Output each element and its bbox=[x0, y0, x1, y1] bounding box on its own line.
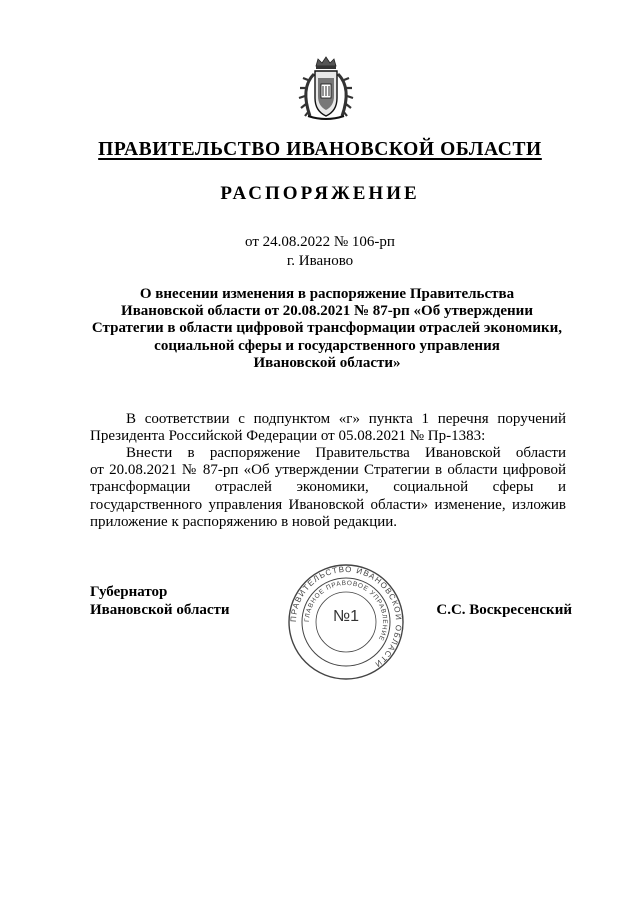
body-line: Внести в распоряжение Правительства Ивановской области bbox=[126, 445, 566, 461]
body-line: В соответствии с подпунктом «г» пункта 1 перечня поручений bbox=[126, 411, 566, 427]
subject-line: Ивановской области» bbox=[253, 354, 401, 371]
signatory-position-line: Губернатор bbox=[90, 584, 168, 600]
document-subject bbox=[88, 286, 566, 372]
body-line: государственного управления Ивановской области» изменение, изложив bbox=[90, 496, 566, 513]
document-city: г. Иваново bbox=[286, 253, 354, 269]
body-paragraph-2 bbox=[90, 445, 566, 531]
body-paragraph-1 bbox=[90, 411, 566, 445]
signatory-position-line: Ивановской области bbox=[90, 601, 230, 618]
document-date-number: от 24.08.2022 № 106-рп bbox=[245, 234, 395, 250]
body-line: трансформации отраслей экономики, социальной сферы и bbox=[90, 479, 566, 496]
body-line: приложение к распоряжению в новой редакции. bbox=[90, 513, 398, 530]
subject-line: Стратегии в области цифровой трансформации отраслей экономики, bbox=[91, 320, 563, 337]
stamp-outer-text: ПРАВИТЕЛЬСТВО ИВАНОВСКОЙ ОБЛАСТИ bbox=[288, 564, 404, 670]
signatory-position bbox=[90, 584, 230, 619]
signatory-name: С.С. Воскресенский bbox=[436, 602, 572, 618]
subject-line: социальной сферы и государственного управления bbox=[154, 337, 500, 354]
stamp-inner-text: ГЛАВНОЕ ПРАВОВОЕ УПРАВЛЕНИЕ bbox=[303, 579, 389, 643]
body-line: Президента Российской Федерации от 05.08.2021 № Пр-1383: bbox=[90, 428, 486, 445]
ivanovo-coat-of-arms-icon bbox=[296, 56, 356, 124]
document-type: РАСПОРЯЖЕНИЕ bbox=[220, 183, 420, 204]
subject-line: О внесении изменения в распоряжение Правительства bbox=[139, 286, 515, 302]
subject-line: Ивановской области от 20.08.2021 № 87-рп «Об утверждении bbox=[121, 303, 533, 320]
body-line: от 20.08.2021 № 87-рп «Об утверждении Стратегии в области цифровой bbox=[90, 462, 566, 479]
government-title: ПРАВИТЕЛЬСТВО ИВАНОВСКОЙ ОБЛАСТИ bbox=[98, 139, 542, 160]
stamp-number: №1 bbox=[332, 608, 360, 625]
